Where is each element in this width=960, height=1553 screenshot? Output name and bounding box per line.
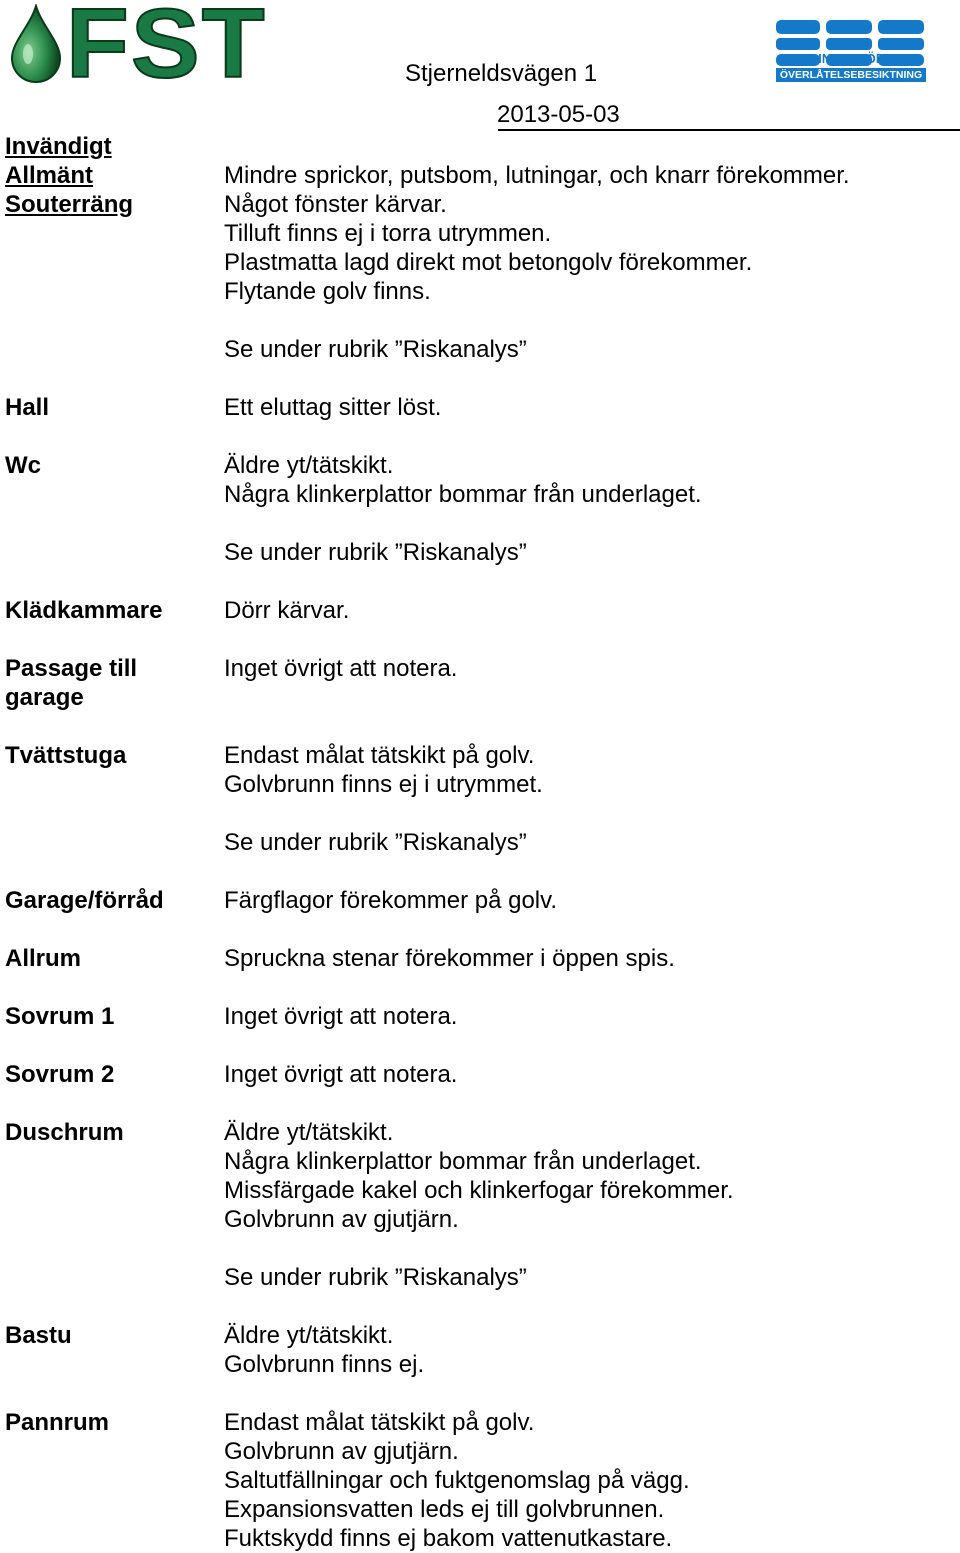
note-line: Dörr kärvar. <box>224 597 350 624</box>
note-line: Golvbrunn av gjutjärn. <box>224 1438 459 1465</box>
note-line: Färgflagor förekommer på golv. <box>224 887 558 914</box>
room-name-kladkammare: Klädkammare <box>5 597 163 624</box>
property-address: Stjerneldsvägen 1 <box>405 60 598 87</box>
heading-invandigt: Invändigt <box>5 133 112 160</box>
room-name-hall: Hall <box>5 394 50 421</box>
note-line: Något fönster kärvar. <box>224 191 447 218</box>
room-name-bastu: Bastu <box>5 1322 72 1349</box>
note-line: Äldre yt/tätskikt. <box>224 1119 394 1146</box>
room-name-passage <box>5 654 137 712</box>
riskanalys-reference: Se under rubrik ”Riskanalys” <box>224 336 527 363</box>
room-notes-bastu <box>224 1321 424 1379</box>
note-line: Saltutfällningar och fuktgenomslag på vägg. <box>224 1467 690 1494</box>
room-notes-sovrum-2 <box>224 1060 457 1089</box>
note-line: Endast målat tätskikt på golv. <box>224 742 535 769</box>
riskanalys-reference: Se under rubrik ”Riskanalys” <box>224 1264 527 1291</box>
room-notes-kladkammare <box>224 596 349 625</box>
note-line: Inget övrigt att notera. <box>224 1003 458 1030</box>
note-line: Några klinkerplattor bommar från underlaget. <box>224 1148 702 1175</box>
note-line: Flytande golv finns. <box>224 278 431 305</box>
note-line: Inget övrigt att notera. <box>224 1061 458 1088</box>
note-line: Äldre yt/tätskikt. <box>224 1322 394 1349</box>
section-headings <box>5 132 133 219</box>
room-name-line: Passage till <box>5 655 138 682</box>
sbr-logo-title: BYGGINGENJÖRERNA <box>780 52 922 66</box>
fst-logo <box>4 0 274 98</box>
room-name-tvattstuga: Tvättstuga <box>5 742 127 769</box>
note-line: Fuktskydd finns ej bakom vattenutkastare. <box>224 1525 673 1552</box>
room-notes-duschrum <box>224 1118 734 1234</box>
note-line: Missfärgade kakel och klinkerfogar förekommer. <box>224 1177 734 1204</box>
riskanalys-reference: Se under rubrik ”Riskanalys” <box>224 829 527 856</box>
room-name-sovrum-2: Sovrum 2 <box>5 1061 115 1088</box>
fst-logo-text: FST <box>66 0 267 98</box>
inspection-date: 2013-05-03 <box>497 101 620 128</box>
note-line: Plastmatta lagd direkt mot betongolv förekommer. <box>224 249 753 276</box>
note-line: Golvbrunn finns ej i utrymmet. <box>224 771 543 798</box>
room-notes-allrum <box>224 944 675 973</box>
note-line: Expansionsvatten leds ej till golvbrunnen. <box>224 1496 665 1523</box>
note-line: Mindre sprickor, putsbom, lutningar, och knarr förekommer. <box>224 162 850 189</box>
note-line: Tilluft finns ej i torra utrymmen. <box>224 220 552 247</box>
sbr-logo-subtitle: ÖVERLÅTELSEBESIKTNING <box>776 68 926 82</box>
heading-souterrang: Souterräng <box>5 191 134 218</box>
intro-notes <box>224 161 850 306</box>
water-drop-icon <box>8 4 64 84</box>
room-name-garage: Garage/förråd <box>5 887 164 914</box>
header-divider <box>498 129 960 131</box>
room-notes-passage <box>224 654 457 683</box>
room-name-allrum: Allrum <box>5 945 82 972</box>
room-notes-garage <box>224 886 557 915</box>
room-name-line: garage <box>5 684 84 711</box>
room-name-pannrum: Pannrum <box>5 1409 110 1436</box>
note-line: Endast målat tätskikt på golv. <box>224 1409 535 1436</box>
note-line: Inget övrigt att notera. <box>224 655 458 682</box>
room-notes-hall <box>224 393 441 422</box>
room-notes-sovrum-1 <box>224 1002 457 1031</box>
room-name-wc: Wc <box>5 452 41 479</box>
note-line: Golvbrunn finns ej. <box>224 1351 425 1378</box>
riskanalys-reference: Se under rubrik ”Riskanalys” <box>224 539 527 566</box>
note-line: Golvbrunn av gjutjärn. <box>224 1206 459 1233</box>
room-name-sovrum-1: Sovrum 1 <box>5 1003 115 1030</box>
room-notes-wc <box>224 451 702 509</box>
heading-allmant: Allmänt <box>5 162 94 189</box>
note-line: Några klinkerplattor bommar från underlaget. <box>224 481 702 508</box>
room-notes-tvattstuga <box>224 741 543 799</box>
room-notes-pannrum <box>224 1408 690 1553</box>
note-line: Spruckna stenar förekommer i öppen spis. <box>224 945 675 972</box>
room-name-duschrum: Duschrum <box>5 1119 124 1146</box>
note-line: Äldre yt/tätskikt. <box>224 452 394 479</box>
note-line: Ett eluttag sitter löst. <box>224 394 442 421</box>
